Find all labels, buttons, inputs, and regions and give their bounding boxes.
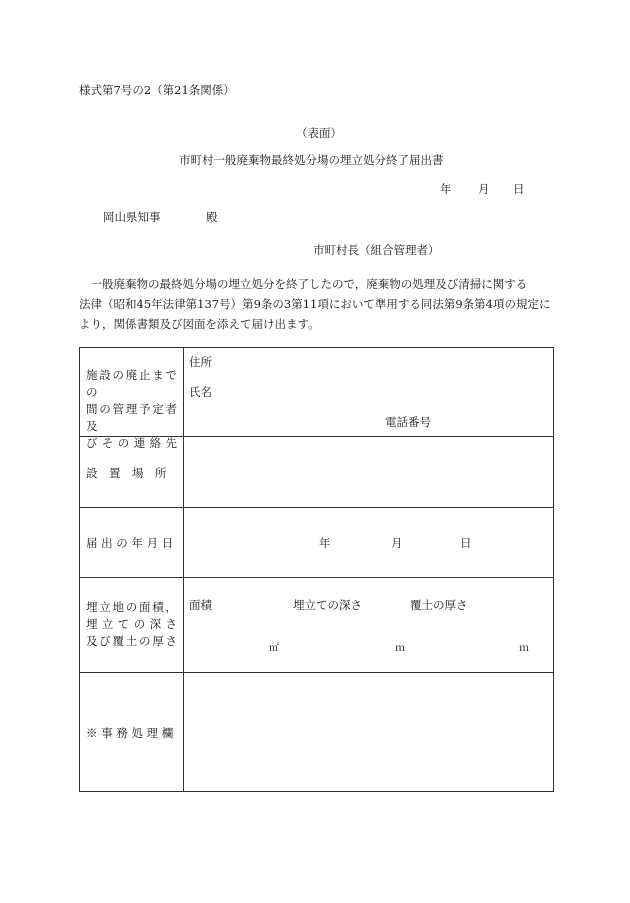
- row-location: [80, 437, 554, 508]
- date-year: 年: [440, 182, 452, 196]
- sender-name: 市町村長（組合管理者）: [313, 243, 440, 257]
- addressee-honorific: 殿: [206, 210, 218, 224]
- depth-unit: ｍ: [395, 643, 405, 654]
- row-office-use: [80, 673, 554, 792]
- label-office-use: ※ 事 務 処 理 欄: [80, 673, 184, 792]
- document-title: 市町村一般廃棄物最終処分場の埋立処分終了届出書: [179, 153, 444, 167]
- label-date: 届 出 の 年 月 日: [80, 508, 184, 578]
- row-landfill-dimensions: [80, 578, 554, 673]
- field-date[interactable]: [184, 508, 554, 578]
- row-manager: [80, 348, 554, 437]
- body-line-1: 一般廃棄物の最終処分場の埋立処分を終了したので，廃棄物の処理及び清掃に関する: [79, 277, 528, 291]
- addressee-name: 岡山県知事: [103, 210, 161, 224]
- body-line-2: 法律（昭和45年法律第137号）第9条の3第11項において準用する同法第9条第4項の規定に: [79, 297, 551, 311]
- field-date-day: 日: [460, 536, 472, 550]
- cover-label: 覆土の厚さ: [410, 598, 468, 612]
- area-label: 面積: [189, 598, 212, 612]
- label-landfill-line-2: 埋 立 て の 深 さ: [86, 617, 177, 631]
- field-date-month: 月: [391, 536, 403, 550]
- form-table: [79, 347, 554, 792]
- field-location[interactable]: [184, 437, 554, 508]
- label-landfill-line-3: 及び覆土の厚さ: [86, 634, 177, 648]
- cover-unit: ｍ: [519, 643, 529, 654]
- page-side-label: （表面）: [296, 126, 342, 140]
- name-label: 氏名: [189, 385, 212, 399]
- field-office-use: [184, 673, 554, 792]
- label-manager-line-1: 施設の廃止までの: [86, 368, 177, 399]
- date-day: 日: [513, 182, 525, 196]
- label-landfill-line-1: 埋立地の面積，: [86, 600, 177, 614]
- label-landfill-dimensions: [80, 578, 184, 673]
- row-date: [80, 508, 554, 578]
- address-label: 住所: [189, 355, 212, 369]
- depth-label: 埋立ての深さ: [293, 598, 362, 612]
- label-location: 設 置 場 所: [80, 437, 184, 508]
- date-month: 月: [478, 182, 490, 196]
- label-manager-line-2: 間の管理予定者及: [86, 402, 177, 433]
- body-line-3: より，関係書類及び図面を添えて届け出ます。: [79, 317, 320, 331]
- field-date-year: 年: [319, 536, 331, 550]
- field-landfill-dimensions[interactable]: [184, 578, 554, 673]
- field-manager[interactable]: [184, 348, 554, 437]
- phone-label: 電話番号: [385, 415, 431, 429]
- form-number: 様式第7号の2（第21条関係）: [79, 83, 235, 97]
- area-unit: ㎡: [269, 643, 279, 654]
- label-manager: [80, 348, 184, 450]
- label-manager-line-3: び そ の 連 絡 先: [86, 436, 177, 450]
